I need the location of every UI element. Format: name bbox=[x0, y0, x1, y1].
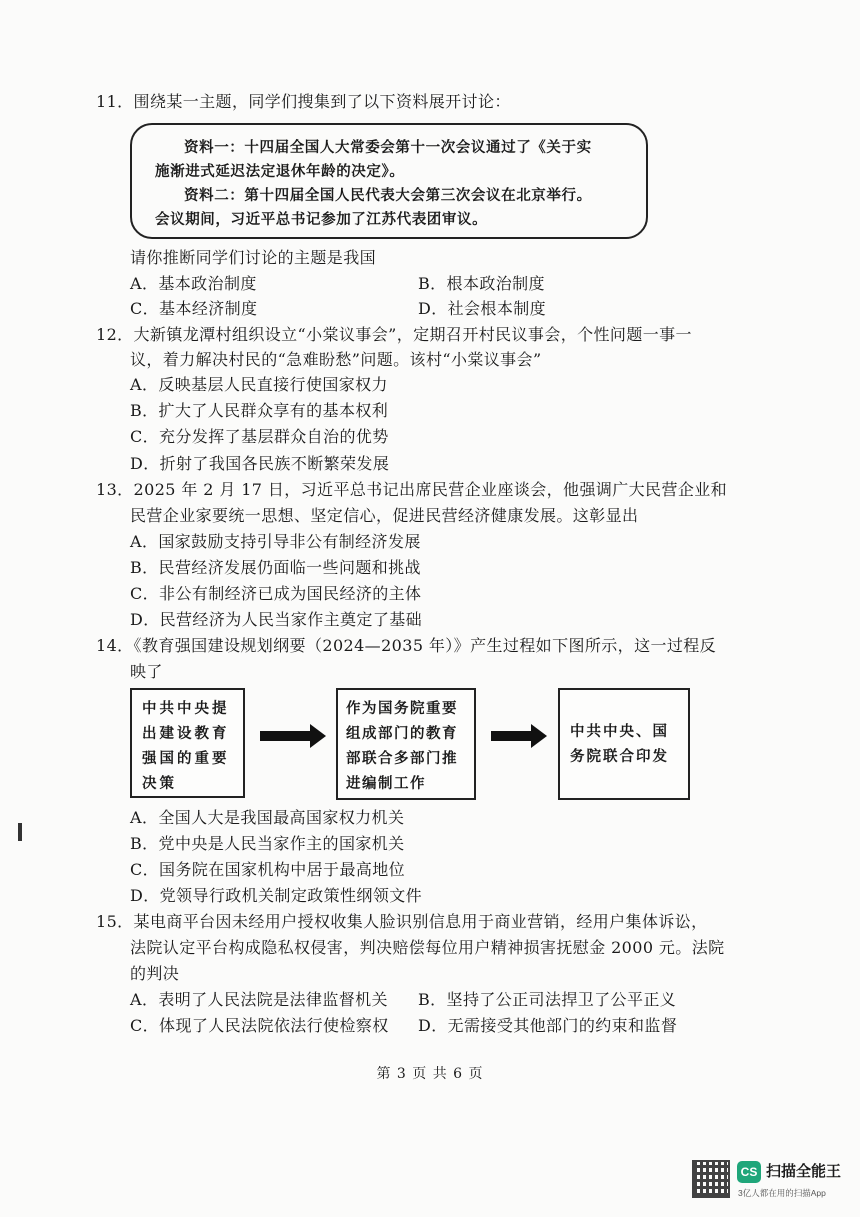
q15-stem-line-1: 15．某电商平台因未经用户授权收集人脸识别信息用于商业营销，经用户集体诉讼， bbox=[96, 912, 708, 931]
q12-option-a: A．反映基层人民直接行使国家权力 bbox=[130, 375, 388, 394]
q11-option-d: D．社会根本制度 bbox=[418, 299, 547, 318]
q14-option-b: B．党中央是人民当家作主的国家机关 bbox=[130, 834, 405, 853]
q11-stem: 11．围绕某一主题，同学们搜集到了以下资料展开讨论： bbox=[96, 92, 511, 111]
q15-stem-line-2: 法院认定平台构成隐私权侵害，判决赔偿每位用户精神损害抚慰金 2000 元。法院 bbox=[130, 938, 725, 957]
q11-option-b: B．根本政治制度 bbox=[418, 274, 545, 293]
q13-option-a: A．国家鼓励支持引导非公有制经济发展 bbox=[130, 532, 421, 551]
q11-material-line-1: 资料一：十四届全国人大常委会第十一次会议通过了《关于实 bbox=[184, 139, 592, 156]
flow-arrow-1 bbox=[260, 731, 312, 741]
flow-step-3 bbox=[558, 688, 690, 800]
camscanner-tagline: 3亿人都在用的扫描App bbox=[738, 1188, 826, 1198]
q13-stem-line-1: 13．2025 年 2 月 17 日，习近平总书记出席民营企业座谈会，他强调广大民营企业和 bbox=[96, 480, 728, 499]
flow-step-2-line-1: 作为国务院重要 bbox=[346, 700, 458, 717]
q12-option-c: C．充分发挥了基层群众自治的优势 bbox=[130, 427, 389, 446]
flow-step-3-line-2: 务院联合印发 bbox=[570, 748, 669, 765]
q14-option-a: A．全国人大是我国最高国家权力机关 bbox=[130, 808, 405, 827]
q11-option-c: C．基本经济制度 bbox=[130, 299, 258, 318]
q14-option-d: D．党领导行政机关制定政策性纲领文件 bbox=[130, 886, 423, 905]
flow-step-2-line-3: 部联合多部门推 bbox=[346, 750, 458, 767]
q15-option-a: A．表明了人民法院是法律监督机关 bbox=[130, 990, 388, 1009]
q13-stem-line-2: 民营企业家要统一思想、坚定信心，促进民营经济健康发展。这彰显出 bbox=[130, 506, 639, 525]
q15-option-b: B．坚持了公正司法捍卫了公平正义 bbox=[418, 990, 677, 1009]
q12-option-b: B．扩大了人民群众享有的基本权利 bbox=[130, 401, 389, 420]
q12-option-d: D．折射了我国各民族不断繁荣发展 bbox=[130, 454, 390, 473]
q12-stem-line-1: 12．大新镇龙潭村组织设立“小棠议事会”，定期召开村民议事会，个性问题一事一 bbox=[96, 325, 692, 344]
q11-material-box bbox=[130, 123, 648, 239]
flow-step-1-line-1: 中共中央提 bbox=[142, 700, 230, 717]
flow-arrow-2 bbox=[491, 731, 533, 741]
q15-option-d: D．无需接受其他部门的约束和监督 bbox=[418, 1016, 678, 1035]
camscanner-logo-icon: CS bbox=[737, 1161, 761, 1183]
flow-step-1-line-2: 出建设教育 bbox=[142, 725, 230, 742]
q14-stem-line-1: 14．《教育强国建设规划纲要（2024—2035 年）》产生过程如下图所示，这一过程反 bbox=[96, 636, 717, 655]
q11-question: 请你推断同学们讨论的主题是我国 bbox=[130, 248, 377, 267]
q11-material-line-2: 施渐进式延迟法定退休年龄的决定》。 bbox=[155, 163, 405, 180]
q13-option-d: D．民营经济为人民当家作主奠定了基础 bbox=[130, 610, 423, 629]
q11-material-line-3: 资料二：第十四届全国人民代表大会第三次会议在北京举行。 bbox=[184, 187, 592, 204]
q11-material-line-4: 会议期间，习近平总书记参加了江苏代表团审议。 bbox=[155, 211, 488, 228]
q14-stem-line-2: 映了 bbox=[130, 662, 163, 681]
flow-step-3-line-1: 中共中央、国 bbox=[570, 723, 669, 740]
camscanner-name: 扫描全能王 bbox=[766, 1163, 842, 1180]
scan-edge-mark bbox=[18, 823, 22, 841]
q15-option-c: C．体现了人民法院依法行使检察权 bbox=[130, 1016, 389, 1035]
q13-option-b: B．民营经济发展仍面临一些问题和挑战 bbox=[130, 558, 421, 577]
page-footer: 第 3 页 共 6 页 bbox=[376, 1066, 484, 1082]
q14-option-c: C．国务院在国家机构中居于最高地位 bbox=[130, 860, 406, 879]
flow-step-1-line-4: 决策 bbox=[142, 775, 177, 792]
q15-stem-line-3: 的判决 bbox=[130, 964, 180, 983]
flow-step-1-line-3: 强国的重要 bbox=[142, 750, 230, 767]
q12-stem-line-2: 议，着力解决村民的“急难盼愁”问题。该村“小棠议事会” bbox=[130, 350, 542, 369]
flow-step-2-line-4: 进编制工作 bbox=[346, 775, 426, 792]
flow-step-2-line-2: 组成部门的教育 bbox=[346, 725, 458, 742]
q11-option-a: A．基本政治制度 bbox=[130, 274, 257, 293]
qr-code-icon bbox=[692, 1160, 730, 1198]
q13-option-c: C．非公有制经济已成为国民经济的主体 bbox=[130, 584, 422, 603]
flow-step-2 bbox=[336, 688, 476, 800]
flow-step-1 bbox=[130, 688, 245, 798]
